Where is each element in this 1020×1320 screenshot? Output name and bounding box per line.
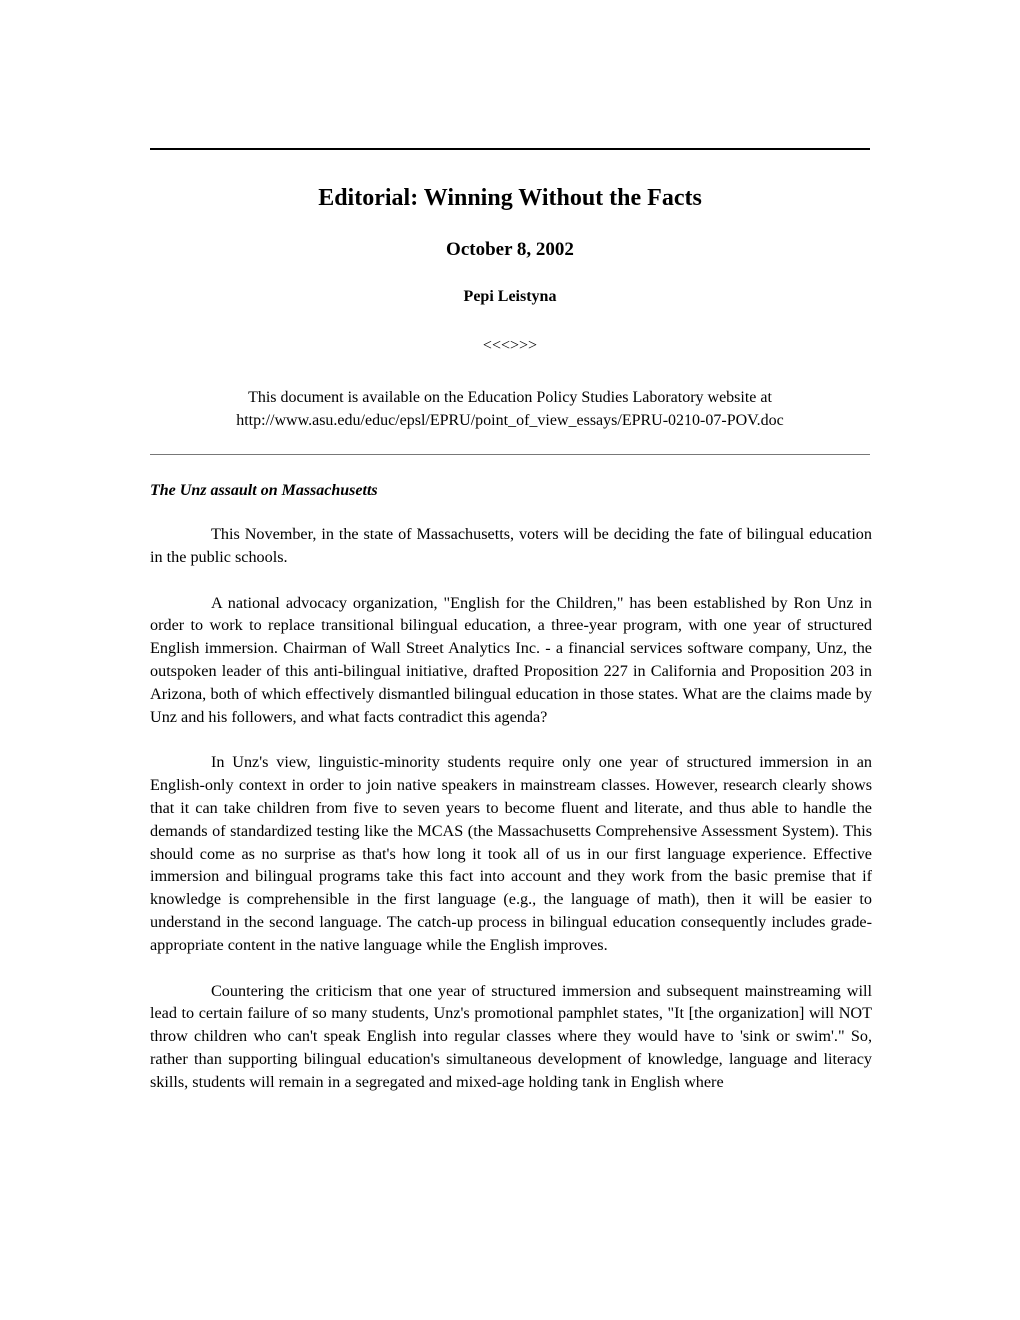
top-rule: [150, 148, 870, 150]
section-heading: The Unz assault on Massachusetts: [150, 482, 378, 499]
availability-url[interactable]: http://www.asu.edu/educ/epsl/EPRU/point_of_view_essays/EPRU-0210-07-POV.doc: [236, 412, 784, 429]
section-separator: <<<>>>: [482, 337, 538, 354]
document-title: Editorial: Winning Without the Facts: [318, 185, 702, 211]
header-divider: [150, 454, 870, 455]
availability-text: This document is available on the Education Policy Studies Laboratory website at: [248, 389, 772, 406]
body-paragraph-4: Countering the criticism that one year of structured immersion and subsequent mainstreaming will lead to certain failure of so many students, Unz's promotional pamphlet states, "It [the organization] will NOT throw children who can't speak English into regular classes where they would have to 'sink or swim'." So, rather than supporting bilingual education's simultaneous development of knowledge, language and literacy skills, students will remain in a segregated and mixed-age holding tank in English where: [150, 981, 872, 1091]
document-author: Pepi Leistyna: [463, 288, 557, 305]
document-body: [150, 523, 872, 1117]
body-paragraph-3: In Unz's view, linguistic-minority students require only one year of structured immersion in an English-only context in order to join native speakers in mainstream classes. However, research clearly shows that it can take children from five to seven years to become fluent and literate, and thus able to handle the demands of standardized testing like the MCAS (the Massachusetts Comprehensive Assessment System). This should come as no surprise as that's how long it took all of us in our first language experience. Effective immersion and bilingual programs take this fact into account and they work from the basic premise that if knowledge is comprehensible in the first language (e.g., the language of math), then it will be easier to understand in the second language. The catch-up process in bilingual education consequently includes grade-appropriate content in the native language while the English improves.: [150, 753, 872, 954]
body-paragraph-1: This November, in the state of Massachusetts, voters will be deciding the fate of bilingual education in the public schools.: [150, 525, 872, 566]
body-paragraph-2: A national advocacy organization, "English for the Children," has been established by Ron Unz in order to work to replace transitional bilingual education, a three-year program, with one year of structured English immersion. Chairman of Wall Street Analytics Inc. - a financial services software company, Unz, the outspoken leader of this anti-bilingual initiative, drafted Proposition 227 in California and Proposition 203 in Arizona, both of which effectively dismantled bilingual education in those states. What are the claims made by Unz and his followers, and what facts contradict this agenda?: [150, 593, 872, 726]
document-date: October 8, 2002: [446, 239, 574, 260]
availability-notice: [150, 386, 870, 432]
